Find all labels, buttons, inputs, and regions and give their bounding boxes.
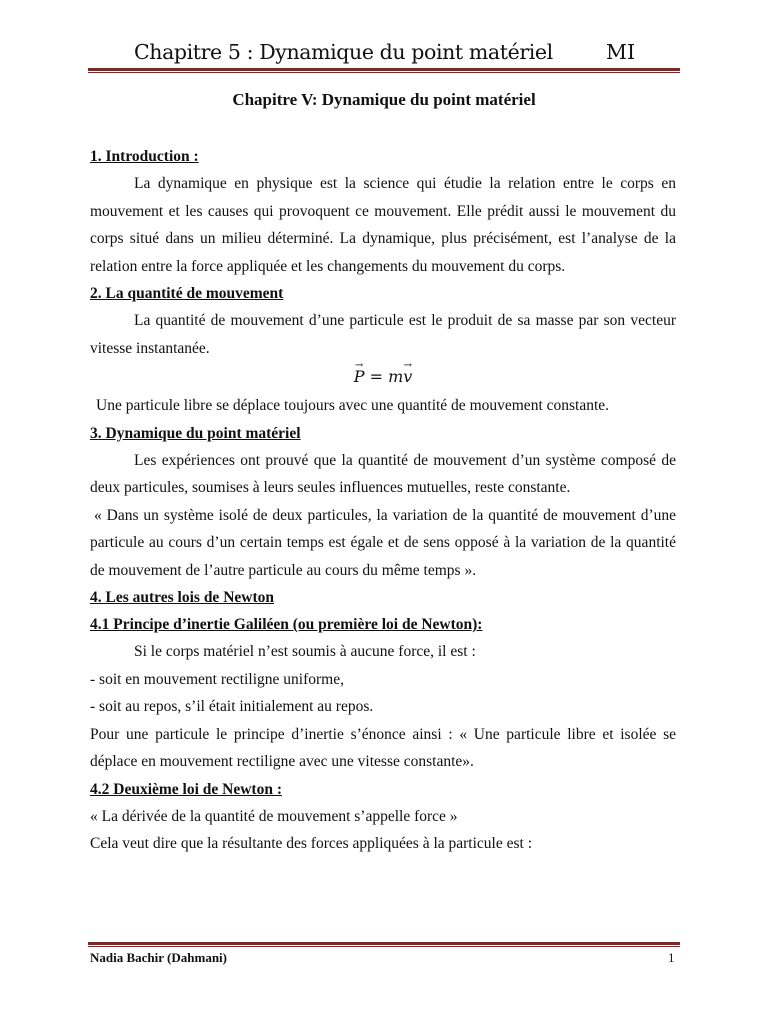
formula-p-vector: → P xyxy=(354,362,365,392)
introduction-paragraph: La dynamique en physique est la science qui étudie la relation entre le corps en mouvement et les causes qui provoquent ce mouvement. Elle prédit aussi le mouvement du corps situé dans un milieu déterminé. La dynamique, plus précisément, est l’analyse de la relation entre la force appliquée et les changements du mouvement du corps. xyxy=(90,175,676,275)
formula-equals-m: = m xyxy=(364,367,404,386)
inertie-list-item-1: - soit en mouvement rectiligne uniforme, xyxy=(90,670,344,688)
section-heading-newton: 4. Les autres lois de Newton xyxy=(90,589,274,606)
header-rule xyxy=(88,68,680,73)
section-heading-dynamique: 3. Dynamique du point matériel xyxy=(90,424,301,442)
section-heading-introduction: 1. Introduction : xyxy=(90,148,199,165)
inertie-list-item-2: - soit au repos, s’il était initialement au repos. xyxy=(90,698,374,715)
inertie-paragraph: Si le corps matériel n’est soumis à aucune force, il est : xyxy=(134,643,476,660)
deuxieme-loi-quote: « La dérivée de la quantité de mouvement s’appelle force » xyxy=(90,807,458,825)
subsection-heading-inertie: 4.1 Principe d’inertie Galiléen (ou première loi de Newton): xyxy=(90,616,483,633)
chapter-title: Chapitre V: Dynamique du point matériel xyxy=(232,90,536,109)
header-title: Chapitre 5 : Dynamique du point matériel xyxy=(134,40,553,64)
subsection-heading-deuxieme-loi: 4.2 Deuxième loi de Newton : xyxy=(90,780,282,798)
footer-rule xyxy=(88,942,680,947)
header-right-label: MI xyxy=(606,40,636,64)
dynamique-paragraph-1: Les expériences ont prouvé que la quantité de mouvement d’un système composé de deux particules, soumises à leurs seules influences mutuelles, reste constante. xyxy=(90,451,676,496)
section-heading-quantite-mouvement: 2. La quantité de mouvement xyxy=(90,285,284,302)
deuxieme-loi-paragraph: Cela veut dire que la résultante des forces appliquées à la particule est : xyxy=(90,835,532,852)
footer-author: Nadia Bachir (Dahmani) xyxy=(90,950,227,965)
dynamique-paragraph-2: « Dans un système isolé de deux particules, la variation de la quantité de mouvement d’une particule au cours d’un certain temps est égale et de sens opposé à la variation de la quantité de mouvement de l’autre particule au cours du même temps ». xyxy=(90,506,676,579)
document-body xyxy=(90,143,676,858)
momentum-formula xyxy=(90,362,676,392)
quantite-mouvement-paragraph: La quantité de mouvement d’une particule est le produit de sa masse par son vecteur vitesse instantanée. xyxy=(90,312,676,357)
particule-libre-paragraph: Une particule libre se déplace toujours avec une quantité de mouvement constante. xyxy=(96,397,610,414)
inertie-statement-paragraph: Pour une particule le principe d’inertie s’énonce ainsi : « Une particule libre et isolée se déplace en mouvement rectiligne avec une vitesse constante». xyxy=(90,725,676,770)
page-number: 1 xyxy=(668,950,675,965)
formula-v-vector: → v xyxy=(403,362,412,392)
